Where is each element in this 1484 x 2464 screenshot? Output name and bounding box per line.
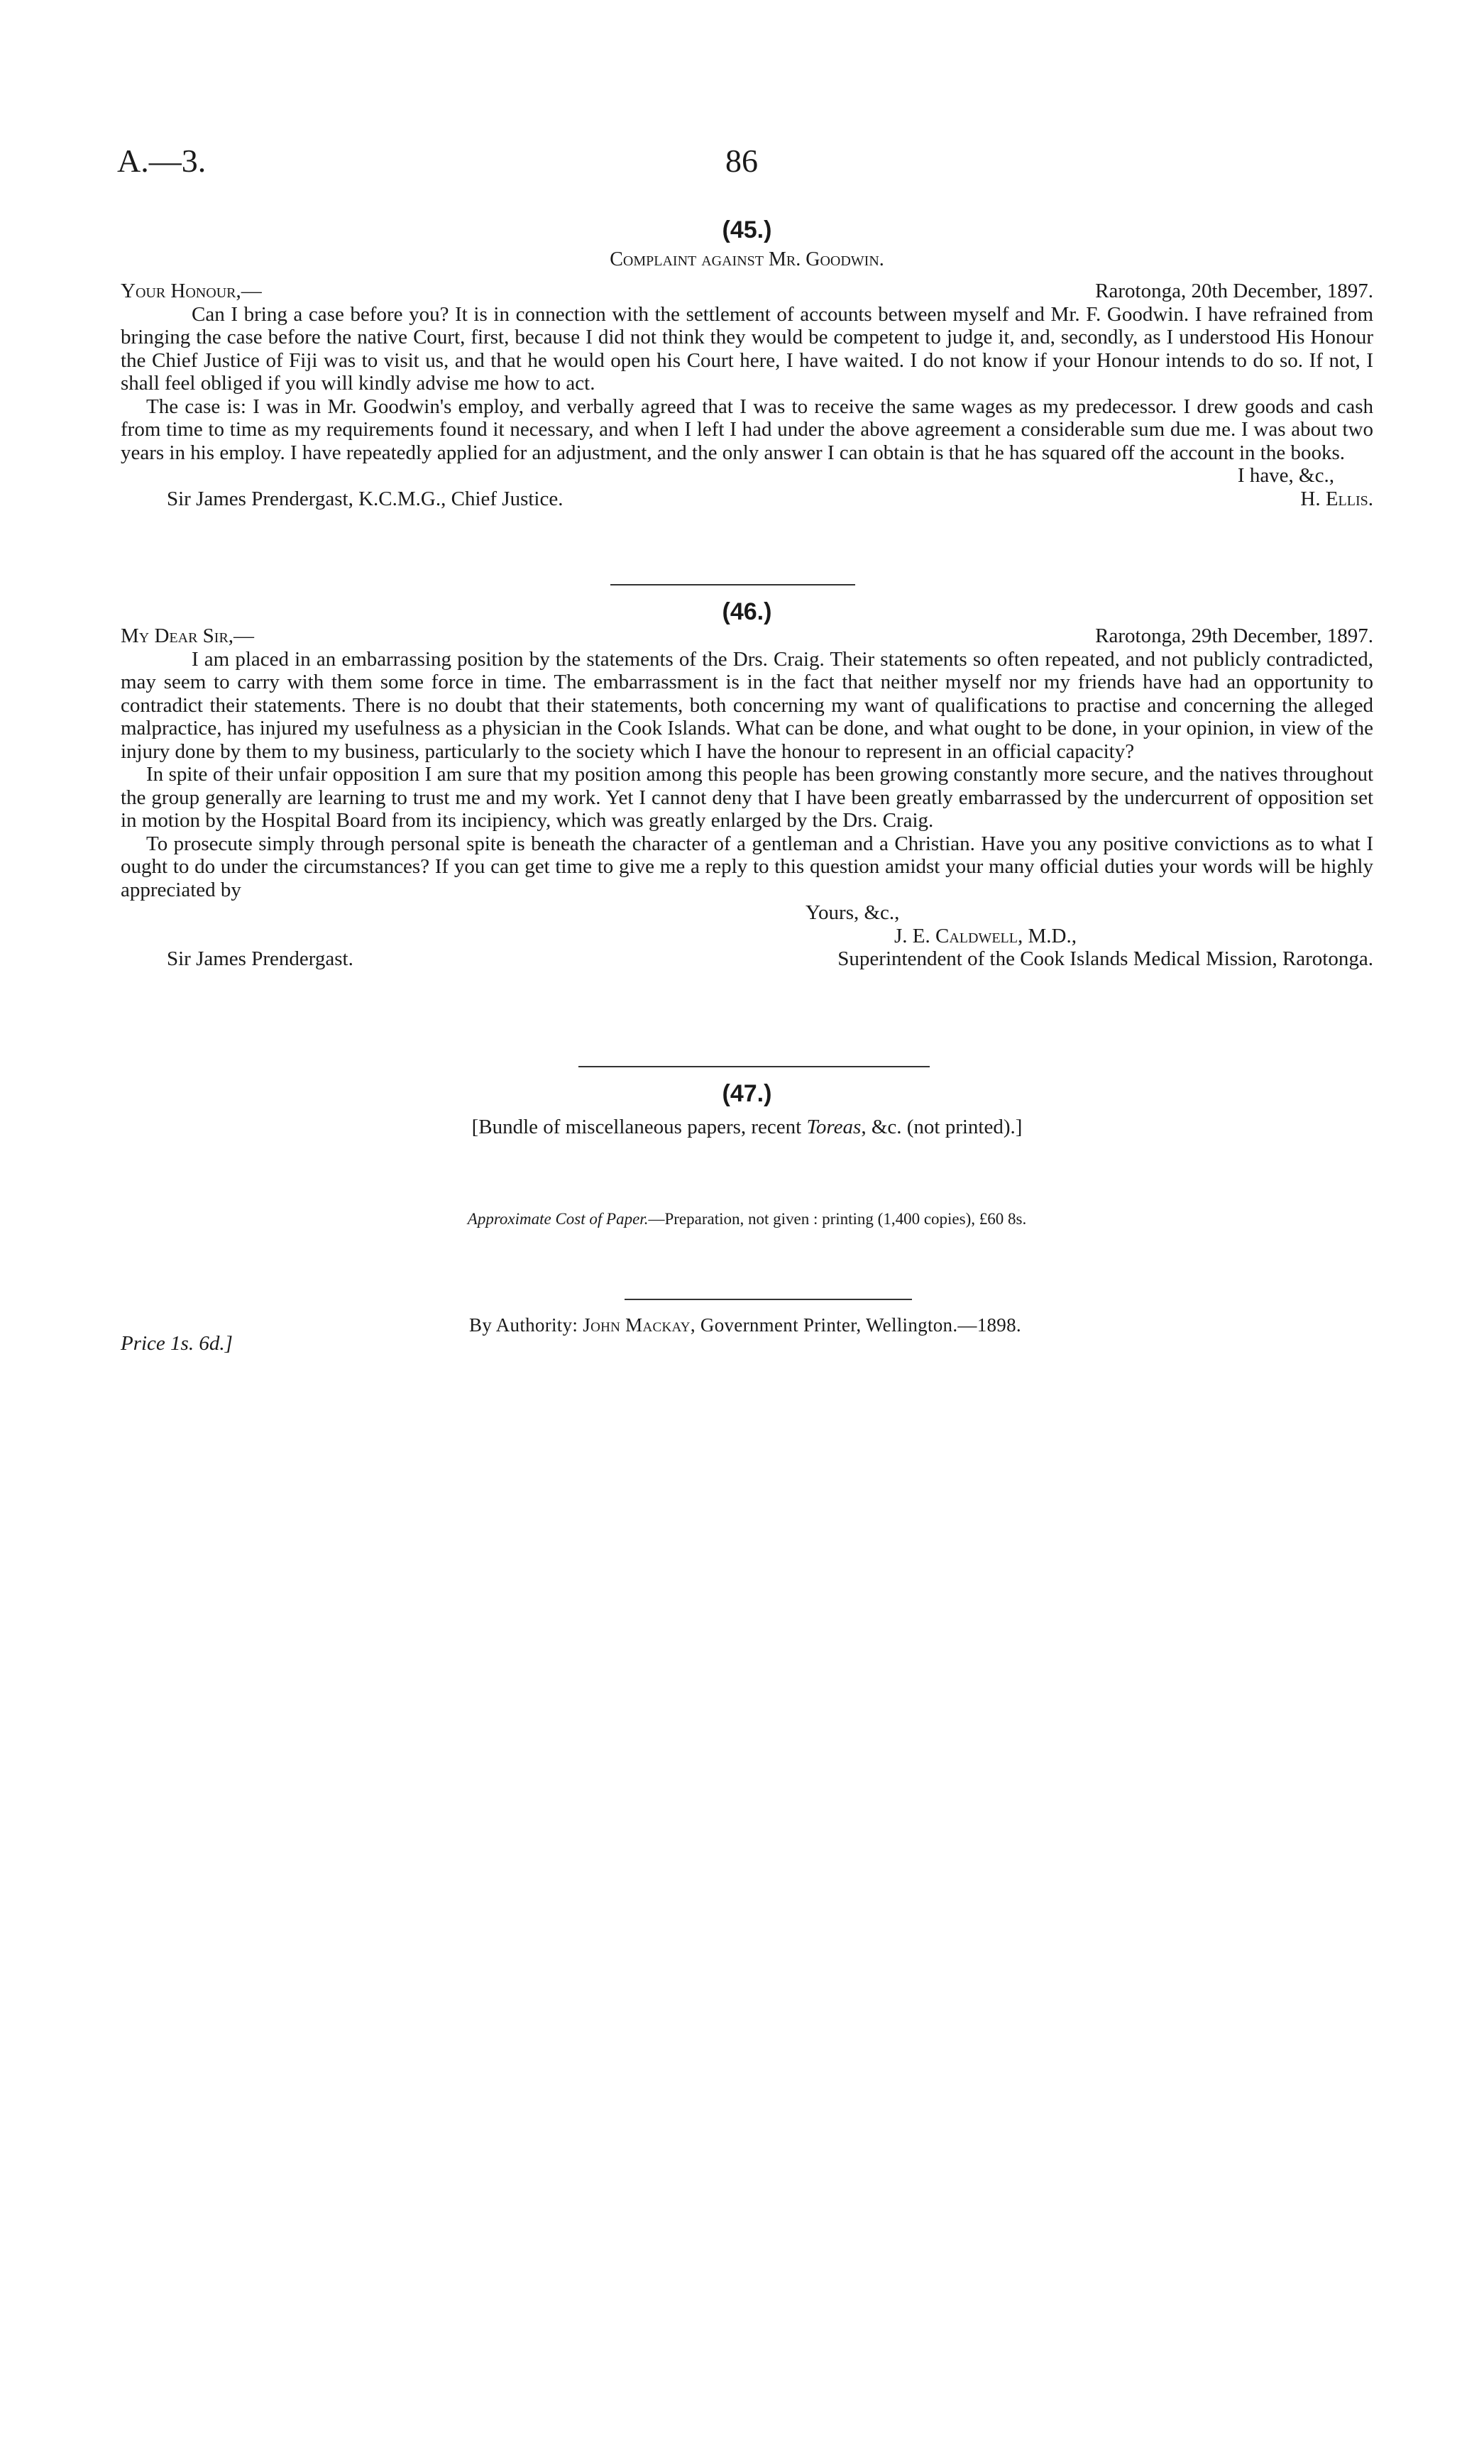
printer-authority xyxy=(355,1314,1136,1336)
section-46-number: (46.) xyxy=(722,598,772,625)
section-45-paragraph-2: The case is: I was in Mr. Goodwin's employ, and verbally agreed that I was to receive the same wages as my predecessor. I drew goods and cash from time to time as my requirements found it necessary, and when I left I had under the above agreement a considerable sum due me. I was about two years in his employ. I have repeatedly applied for an adjustment, and the only answer I can obtain is that he has squared off the account in the books. xyxy=(121,395,1373,464)
section-46-closing: Yours, &c., xyxy=(806,901,900,924)
authority-text: , Government Printer, Wellington.—1898. xyxy=(690,1314,1021,1336)
cost-of-paper xyxy=(121,1210,1373,1228)
price: Price 1s. 6d.] xyxy=(121,1332,233,1355)
section-45-closing: I have, &c., xyxy=(1237,464,1334,487)
section-45-salutation: Your Honour,— xyxy=(121,280,262,302)
authority-text: By Authority: xyxy=(469,1314,583,1336)
note-text: [Bundle of miscellaneous papers, recent xyxy=(471,1116,807,1138)
section-divider xyxy=(610,584,855,585)
section-46-paragraph-3: To prosecute simply through personal spite is beneath the character of a gentleman and a Christian. Have you any positive convictions as to what I ought to do under the circumstances? If you can get time to give me a reply to this question amidst your many official duties your words will be highly appreciated by xyxy=(121,832,1373,901)
section-46-signature: J. E. Caldwell, M.D., xyxy=(894,924,1077,947)
section-46-salutation: My Dear Sir,— xyxy=(121,625,255,647)
cost-text: —Preparation, not given : printing (1,400 copies), £60 8s. xyxy=(648,1210,1027,1228)
section-46-signature-title: Superintendent of the Cook Islands Medical Mission, Rarotonga. xyxy=(837,947,1373,970)
section-45-signature: H. Ellis. xyxy=(1300,487,1373,510)
document-reference: A.—3. xyxy=(117,143,207,179)
printer-name: John Mackay xyxy=(583,1314,691,1336)
section-47-number: (47.) xyxy=(722,1080,772,1107)
section-46-paragraph-2: In spite of their unfair opposition I am sure that my position among this people has been growing constantly more secure, and the natives throughout the group generally are learning to trust me and my work. Yet I cannot deny that I have been greatly embarrassed by the undercurrent of opposition set in motion by the Hospital Board from its incipiency, which was greatly enlarged by the Drs. Craig. xyxy=(121,763,1373,832)
note-italic-text: Toreas xyxy=(806,1116,862,1138)
section-46-paragraph-1: I am placed in an embarrassing position by the statements of the Drs. Craig. Their statements so often repeated, and not publicly contradicted, may seem to carry with them some force in time. The embarrassment is in the fact that neither myself nor my friends have had an opportunity to contradict their statements. There is no doubt that their statements, both concerning my want of qualifications to practise and concerning the alleged malpractice, has injured my usefulness as a physician in the Cook Islands. What can be done, and what ought to be done, in your opinion, in view of the injury done by them to my business, particularly to the society which I have the honour to represent in an official capacity? xyxy=(121,647,1373,763)
note-text: , &c. (not printed).] xyxy=(861,1116,1023,1138)
footer-divider xyxy=(625,1299,912,1300)
section-46-addressee: Sir James Prendergast. xyxy=(167,947,353,970)
section-47-note xyxy=(121,1116,1373,1139)
cost-label: Approximate Cost of Paper. xyxy=(467,1210,649,1228)
section-46-letter xyxy=(121,625,1373,971)
section-45-title: Complaint against Mr. Goodwin. xyxy=(610,248,884,270)
section-46-date: Rarotonga, 29th December, 1897. xyxy=(1095,625,1373,647)
section-45-letter xyxy=(121,280,1373,510)
page-number: 86 xyxy=(725,143,758,179)
section-divider xyxy=(578,1066,930,1067)
section-45-date: Rarotonga, 20th December, 1897. xyxy=(1095,280,1373,302)
section-45-number: (45.) xyxy=(722,216,772,243)
section-45-addressee: Sir James Prendergast, K.C.M.G., Chief Justice. xyxy=(167,487,564,510)
section-45-paragraph-1: Can I bring a case before you? It is in connection with the settlement of accounts between myself and Mr. F. Goodwin. I have refrained from bringing the case before the native Court, first, because I did not think they would be competent to judge it, and, secondly, as I understood His Honour the Chief Justice of Fiji was to visit us, and that he would open his Court here, I have waited. I do not know if your Honour intends to do so. If not, I shall feel obliged if you will kindly advise me how to act. xyxy=(121,302,1373,395)
